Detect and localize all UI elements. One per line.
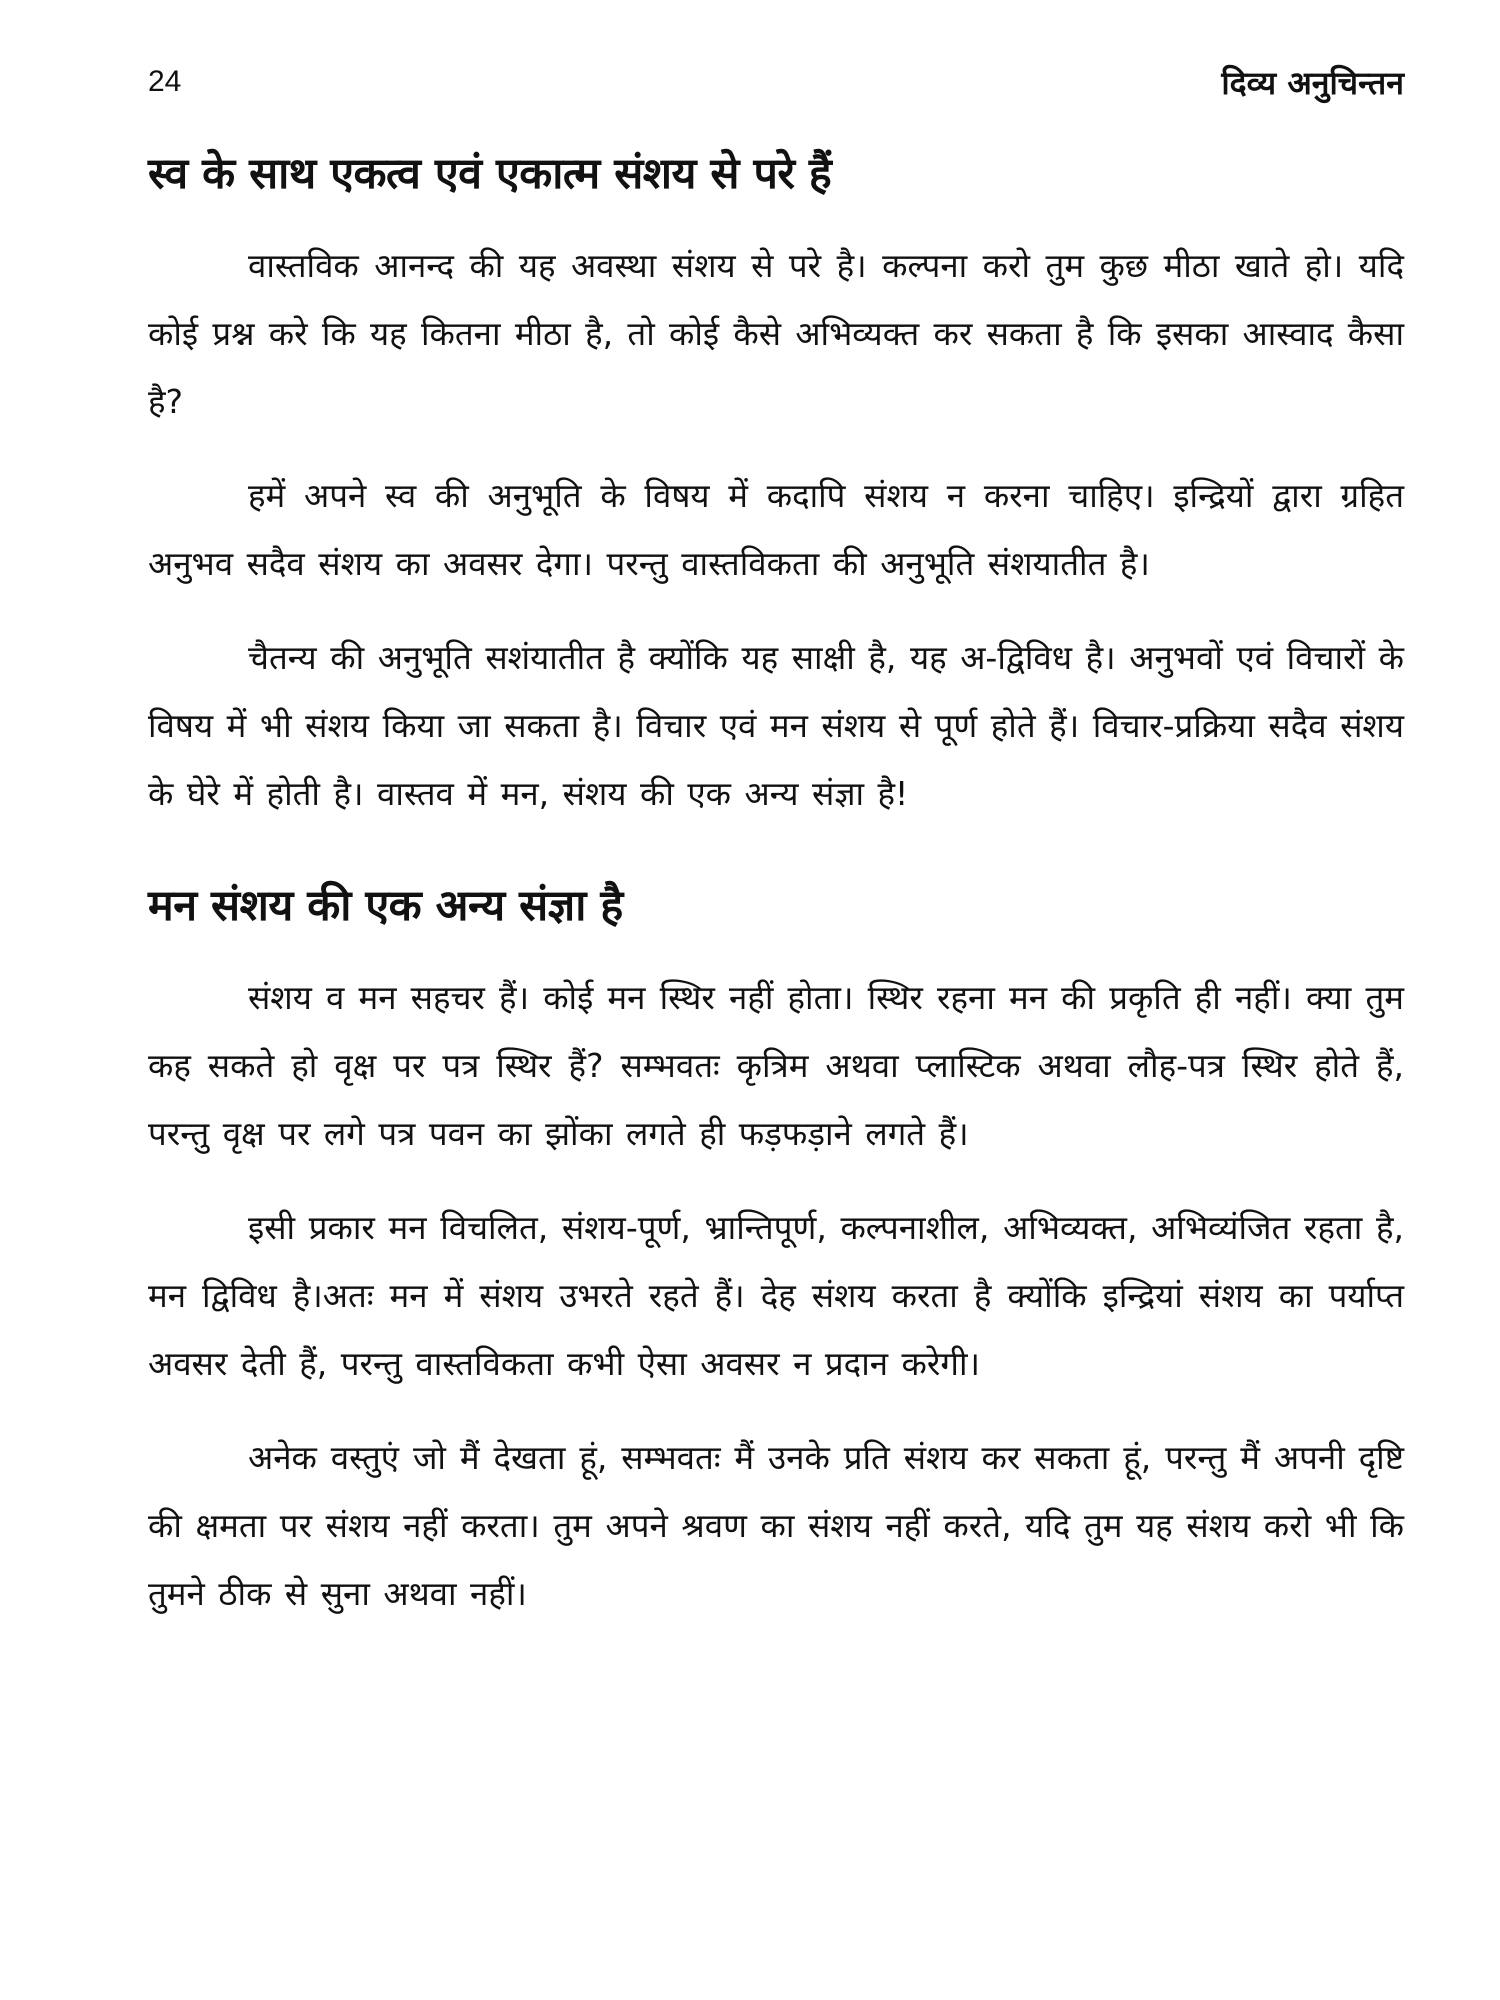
paragraph: हमें अपने स्व की अनुभूति के विषय में कदापि संशय न करना चाहिए। इन्द्रियों द्वारा ग्रहित अनुभव सदैव संशय का अवसर देगा। परन्तु वास्तविकता की अनुभूति संशयातीत है। — [148, 475, 1404, 583]
paragraph: संशय व मन सहचर हैं। कोई मन स्थिर नहीं होता। स्थिर रहना मन की प्रकृति ही नहीं। क्या तुम कह सकते हो वृक्ष पर पत्र स्थिर हैं? सम्भवतः कृत्रिम अथवा प्लास्टिक अथवा लौह-पत्र स्थिर होते हैं, परन्तु वृक्ष पर लगे पत्र पवन का झोंका लगते ही फड़फड़ाने लगते हैं। — [148, 977, 1404, 1153]
page-content — [148, 148, 1404, 1654]
paragraph: वास्तविक आनन्द की यह अवस्था संशय से परे है। कल्पना करो तुम कुछ मीठा खाते हो। यदि कोई प्रश्न करे कि यह कितना मीठा है, तो कोई कैसे अभिव्यक्त कर सकता है कि इसका आस्वाद कैसा है? — [148, 245, 1404, 421]
section-1 — [148, 148, 1404, 828]
section-heading: मन संशय की एक अन्य संज्ञा है — [148, 880, 623, 931]
page-number: 24 — [148, 65, 182, 98]
section-2 — [148, 880, 1404, 1628]
running-title: दिव्य अनुचिन्तन — [1221, 63, 1404, 102]
paragraph: अनेक वस्तुएं जो मैं देखता हूं, सम्भवतः मैं उनके प्रति संशय कर सकता हूं, परन्तु मैं अपनी दृष्टि की क्षमता पर संशय नहीं करता। तुम अपने श्रवण का संशय नहीं करते, यदि तुम यह संशय करो भी कि तुमने ठीक से सुना अथवा नहीं। — [148, 1437, 1404, 1613]
page-header — [148, 52, 1404, 112]
paragraph: इसी प्रकार मन विचलित, संशय-पूर्ण, भ्रान्तिपूर्ण, कल्पनाशील, अभिव्यक्त, अभिव्यंजित रहता है, मन द्विविध है।अतः मन में संशय उभरते रहते हैं। देह संशय करता है क्योंकि इन्द्रियां संशय का पर्याप्त अवसर देती हैं, परन्तु वास्तविकता कभी ऐसा अवसर न प्रदान करेगी। — [148, 1207, 1404, 1383]
section-heading: स्व के साथ एकत्व एवं एकात्म संशय से परे हैं — [148, 149, 832, 199]
paragraph: चैतन्य की अनुभूति सशंयातीत है क्योंकि यह साक्षी है, यह अ-द्विविध है। अनुभवों एवं विचारों के विषय में भी संशय किया जा सकता है। विचार एवं मन संशय से पूर्ण होते हैं। विचार-प्रक्रिया सदैव संशय के घेरे में होती है। वास्तव में मन, संशय की एक अन्य संज्ञा है! — [148, 637, 1404, 813]
